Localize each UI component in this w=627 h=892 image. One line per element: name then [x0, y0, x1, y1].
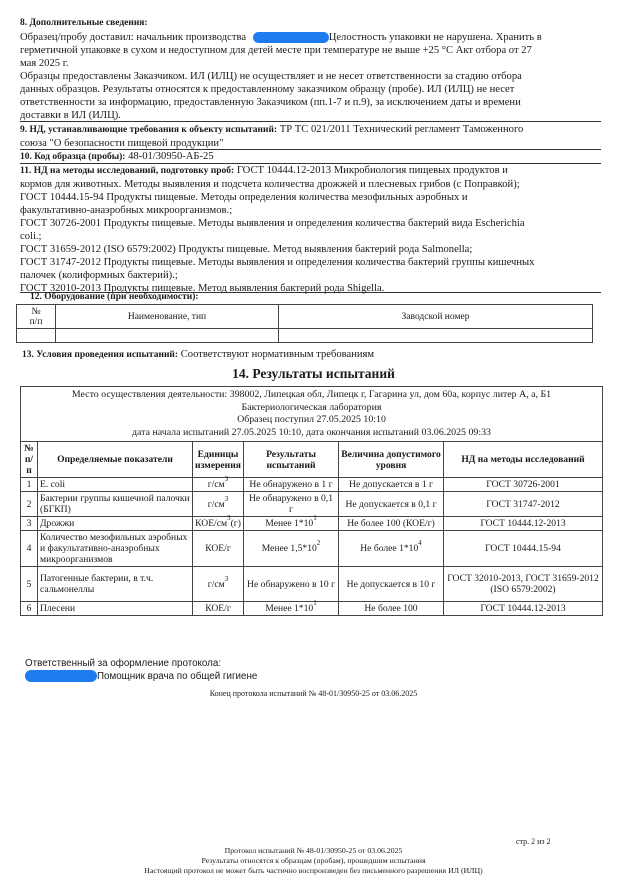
- result-text: Не обнаружено в 0,1 г: [248, 493, 333, 515]
- section-10: [20, 150, 620, 164]
- method-line: coli.;: [20, 231, 42, 242]
- method-line: факультативно-анаэробных микроорганизмов.;: [20, 205, 233, 216]
- unit-exponent: 3: [227, 514, 231, 522]
- results-row: [21, 517, 603, 531]
- equipment-header-row: [17, 305, 593, 329]
- test-conditions: Соответствуют нормативным требованиям: [180, 349, 375, 360]
- unit-text: г/см: [207, 479, 225, 490]
- row-method: ГОСТ 10444.15-94: [444, 531, 603, 567]
- delivered-by-text: Образец/пробу доставил: начальник производства: [20, 32, 247, 43]
- package-integrity-text: Целостность упаковки не нарушена. Хранить в: [328, 32, 542, 43]
- responsible-label: Ответственный за оформление протокола:: [25, 658, 222, 669]
- row-num: 1: [21, 478, 38, 492]
- results-table: [20, 441, 603, 616]
- footer-results-note: Результаты относятся к образцам (пробам), прошедшим испытания: [201, 856, 426, 865]
- results-row: [21, 492, 603, 517]
- row-indicator: E. coli: [38, 478, 193, 492]
- col-num-symbol: №: [31, 306, 41, 317]
- section-12-heading: 12. Оборудование (при необходимости):: [30, 292, 199, 302]
- row-limit: [339, 492, 444, 517]
- header-indicator: Определяемые показатели: [38, 442, 193, 478]
- section-8-heading: 8. Дополнительные сведения:: [20, 18, 148, 28]
- row-unit: [193, 531, 244, 567]
- limit-text: Не допускается в 0,1 г: [345, 498, 437, 510]
- row-result: [244, 531, 339, 567]
- limit-text: Не допускается в 1 г: [349, 479, 433, 490]
- row-result: [244, 478, 339, 492]
- section-8-line: [20, 31, 620, 44]
- result-text: Менее 1*10: [265, 518, 314, 529]
- results-row: [21, 478, 603, 492]
- sample-received: Образец поступил 27.05.2025 10:10: [237, 414, 386, 425]
- row-unit: [193, 567, 244, 602]
- header-units: Единицы измерения: [193, 442, 244, 478]
- row-indicator: Дрожжи: [38, 517, 193, 531]
- result-text: Не обнаружено в 1 г: [249, 479, 333, 490]
- footer-reproduction-note: Настоящий протокол не может быть частично воспроизведен без письменного разрешения ИЛ (ИЛЦ): [144, 866, 483, 875]
- limit-text: Не допускается в 10 г: [346, 578, 436, 590]
- section-8-line: ответственности за информацию, предоставленную Заказчиком (пп.1-7 и п.9), за исключением даты и времени: [20, 97, 521, 108]
- results-info-box: [20, 386, 603, 441]
- equipment-cell: [17, 329, 56, 343]
- laboratory-name: Бактериологическая лаборатория: [241, 401, 382, 413]
- section-8-line: герметичной упаковке в сухом и недоступном для детей месте при температуре не выше +25 °С Акт отбора от 27: [20, 45, 532, 56]
- section-9-heading: 9. НД, устанавливающие требования к объекту испытаний:: [20, 125, 278, 135]
- redacted-name: [25, 670, 97, 682]
- section-13-heading: 13. Условия проведения испытаний:: [22, 350, 179, 360]
- row-unit: [193, 492, 244, 517]
- row-limit: [339, 517, 444, 531]
- row-num: 5: [21, 567, 38, 602]
- method-line: ГОСТ 10444.12-2013 Микробиология пищевых продуктов и: [236, 165, 508, 176]
- row-limit: [339, 602, 444, 616]
- row-method: ГОСТ 31747-2012: [444, 492, 603, 517]
- method-line: ГОСТ 10444.15-94 Продукты пищевые. Методы определения количества мезофильных аэробных и: [20, 192, 468, 203]
- section-10-heading: 10. Код образца (пробы):: [20, 152, 126, 162]
- row-num: 2: [21, 492, 38, 517]
- col-num-pp: п/п: [29, 316, 43, 327]
- results-title: 14. Результаты испытаний: [232, 366, 395, 381]
- method-line: ГОСТ 30726-2001 Продукты пищевые. Методы выявления и определения количества бактерий вида Escherichia: [20, 218, 525, 229]
- unit-exponent: 3: [224, 574, 229, 583]
- equipment-cell: [56, 329, 279, 343]
- unit-text: КОЕ/г: [205, 603, 231, 614]
- row-unit: [193, 514, 244, 531]
- footer-protocol: Протокол испытаний № 48-01/30950-25 от 03.06.2025: [224, 846, 403, 855]
- row-indicator: Количество мезофильных аэробных и факультативно-анаэробных микроорганизмов: [38, 531, 193, 567]
- result-text: Менее 1,5*10: [261, 543, 317, 554]
- section-8-line: мая 2025 г.: [20, 58, 69, 69]
- end-of-protocol: Конец протокола испытаний № 48-01/30950-25 от 03.06.2025: [209, 689, 418, 698]
- limit-text: Не более 1*10: [360, 543, 419, 554]
- result-text: Менее 1*10: [265, 603, 314, 614]
- footer: [0, 846, 627, 876]
- limit-exponent: 4: [418, 539, 422, 547]
- section-8-line: данных образцов. Результаты относятся к предоставленному заказчиком образцу (пробе). ИЛ (ИЛЦ) не несет: [20, 84, 515, 95]
- row-method: ГОСТ 30726-2001: [444, 478, 603, 492]
- results-row: [21, 567, 603, 602]
- result-exponent: 1: [313, 599, 317, 607]
- method-line: ГОСТ 32010-2013 Продукты пищевые. Метод выявления бактерий рода Shigella.: [20, 283, 385, 294]
- header-limit: Величина допустимого уровня: [339, 442, 444, 478]
- row-method: ГОСТ 32010-2013, ГОСТ 31659-2012 (ISO 6579:2002): [444, 567, 603, 602]
- place-of-activity: Место осуществления деятельности: 398002, Липецкая обл, Липецк г, Гагарина ул, дом 60а, корпус литер А, а, Б1: [71, 389, 552, 400]
- result-exponent: 1: [313, 514, 317, 522]
- equipment-col-num: [17, 305, 56, 329]
- section-11: [20, 164, 620, 295]
- unit-text: г/см: [207, 498, 225, 510]
- equipment-table: [16, 304, 593, 343]
- unit-exponent: 3: [224, 475, 229, 483]
- row-unit: [193, 475, 244, 492]
- equipment-cell: [279, 329, 593, 343]
- unit-text: КОЕ/г: [205, 543, 231, 554]
- row-indicator: Бактерии группы кишечной палочки (БГКП): [38, 492, 193, 517]
- equipment-empty-row: [17, 329, 593, 343]
- limit-text: Не более 100 (КОЕ/г): [347, 518, 435, 529]
- section-9-text: ТР ТС 021/2011 Технический регламент Таможенного: [279, 124, 524, 135]
- method-line: палочек (колиформных бактерий).;: [20, 270, 178, 281]
- unit-text: КОЕ/см: [195, 518, 228, 529]
- row-unit: [193, 602, 244, 616]
- row-method: ГОСТ 10444.12-2013: [444, 602, 603, 616]
- redacted-name: [253, 32, 329, 43]
- equipment-col-serial: Заводской номер: [279, 305, 593, 329]
- unit-exponent: 3: [224, 494, 229, 503]
- row-result: [244, 599, 339, 616]
- section-11-heading: 11. НД на методы исследований, подготовку проб:: [20, 166, 235, 176]
- row-result: [244, 492, 339, 517]
- method-line: ГОСТ 31747-2012 Продукты пищевые. Методы выявления и определения количества бактерий группы кишечных: [20, 257, 535, 268]
- page-number: стр. 2 из 2: [516, 837, 551, 846]
- limit-text: Не более 100: [364, 603, 418, 614]
- test-dates: дата начала испытаний 27.05.2025 10:10, дата окончания испытаний 03.06.2025 09:33: [132, 426, 491, 438]
- method-line: ГОСТ 31659-2012 (ISO 6579:2002) Продукты пищевые. Метод выявления бактерий рода Salmonella;: [20, 244, 473, 255]
- row-num: 6: [21, 602, 38, 616]
- header-num: № п/п: [21, 442, 38, 478]
- row-indicator: Плесени: [38, 602, 193, 616]
- section-9-text-cont: союза "О безопасности пищевой продукции": [20, 138, 224, 149]
- unit-suffix: (г): [230, 518, 241, 529]
- row-limit: [339, 478, 444, 492]
- row-num: 4: [21, 531, 38, 567]
- row-result: [244, 567, 339, 602]
- results-row: [21, 602, 603, 616]
- row-method: ГОСТ 10444.12-2013: [444, 517, 603, 531]
- result-exponent: 2: [316, 539, 321, 547]
- section-8: [20, 17, 620, 122]
- responsible-position: Помощник врача по общей гигиене: [97, 671, 258, 682]
- row-indicator: Патогенные бактерии, в т.ч. сальмонеллы: [38, 567, 193, 602]
- sample-code: 48-01/30950-АБ-25: [128, 151, 214, 162]
- row-limit: [339, 531, 444, 567]
- method-line: кормов для животных. Методы выявления и подсчета количества дрожжей и плесневых грибов (с Поправкой);: [20, 179, 520, 190]
- result-text: Не обнаружено в 10 г: [247, 578, 335, 590]
- row-result: [244, 514, 339, 531]
- results-body: [21, 475, 603, 616]
- header-results: Результаты испытаний: [244, 442, 339, 478]
- section-8-line: доставки в ИЛ (ИЛЦ).: [20, 110, 121, 121]
- results-header-row: [21, 442, 603, 478]
- row-num: 3: [21, 517, 38, 531]
- equipment-col-name: Наименование, тип: [56, 305, 279, 329]
- header-method: НД на методы исследований: [444, 442, 603, 478]
- responsible-block: [25, 657, 257, 683]
- unit-text: г/см: [207, 578, 225, 590]
- divider: [20, 121, 601, 122]
- results-row: [21, 531, 603, 567]
- row-limit: [339, 567, 444, 602]
- section-8-line: Образцы предоставлены Заказчиком. ИЛ (ИЛЦ) не осуществляет и не несет ответственности за стадию отбора: [20, 71, 522, 82]
- section-13: [22, 348, 374, 362]
- section-9: [20, 123, 620, 150]
